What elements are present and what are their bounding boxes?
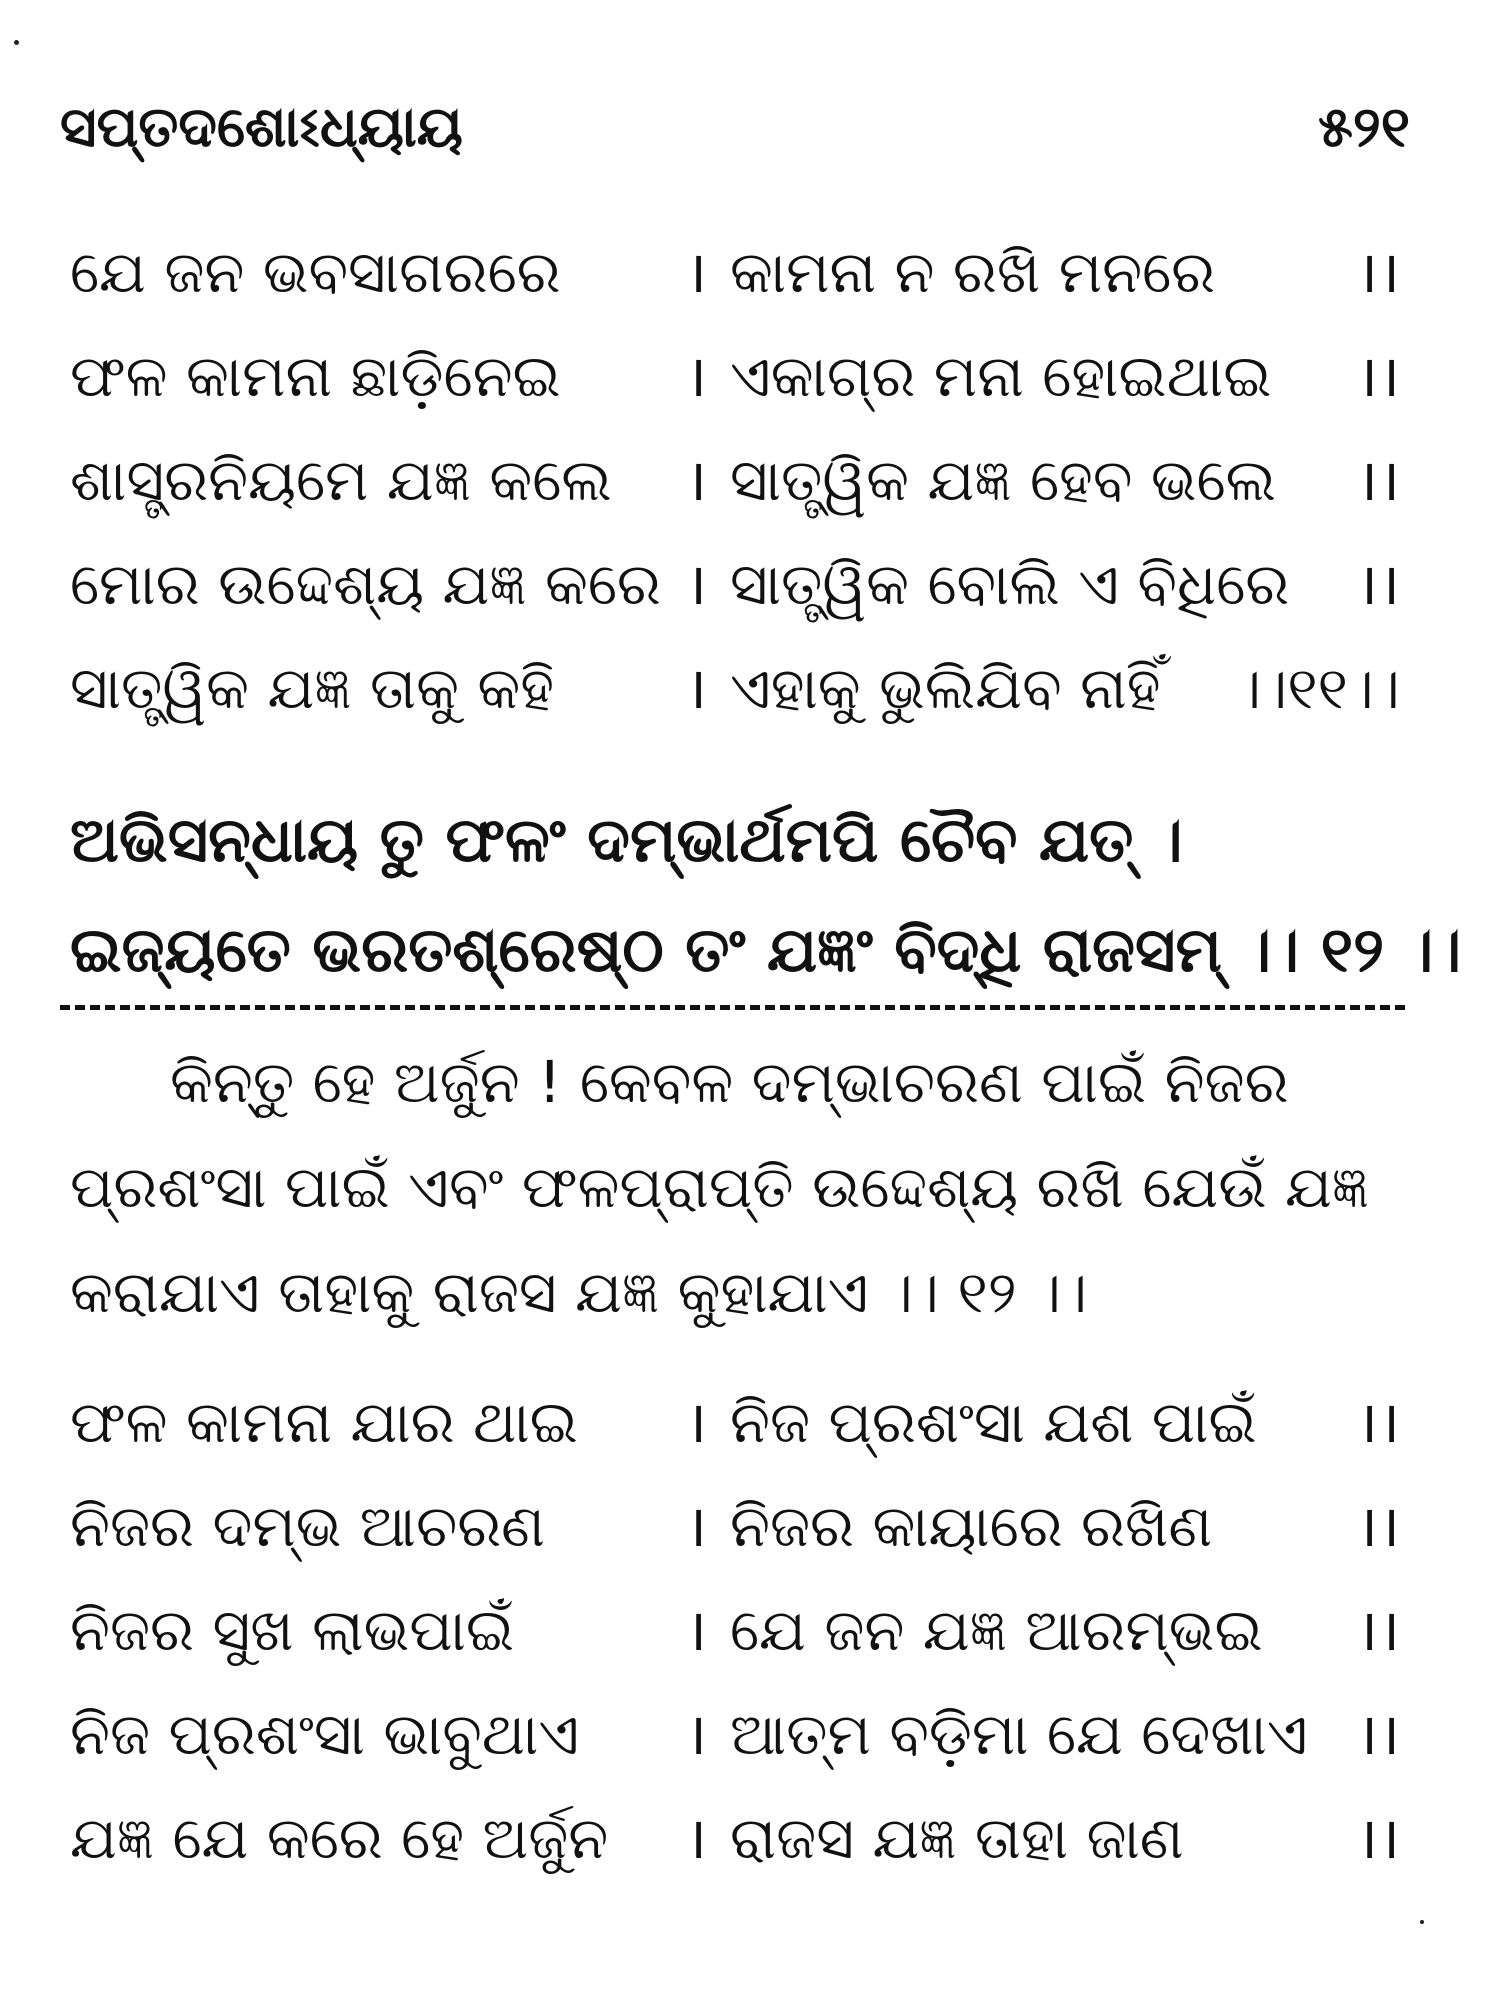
verse-right: କାମନା ନ ରଖି ମନରେ bbox=[730, 238, 1216, 306]
commentary-paragraph bbox=[70, 1030, 1400, 1345]
verse-separator: । bbox=[685, 550, 707, 618]
verse-right: ଏକାଗ୍ର ମନା ହୋଇଥାଇ bbox=[730, 342, 1272, 410]
dashed-divider bbox=[60, 1005, 1405, 1010]
verse-end-mark: ।। bbox=[1356, 550, 1400, 618]
verse-block-top bbox=[70, 220, 1400, 740]
chapter-title: ସପ୍ତଦଶୋଽଧ୍ୟାୟ bbox=[60, 95, 463, 160]
verse-end-mark: ।। bbox=[1356, 1700, 1400, 1768]
sanskrit-sloka bbox=[70, 785, 1462, 1005]
verse-left: ନିଜ ପ୍ରଶଂସା ଭାବୁଥାଏ bbox=[70, 1700, 580, 1768]
page-header bbox=[60, 95, 1410, 175]
verse-line bbox=[70, 220, 1400, 324]
verse-left: ମୋର ଉଦ୍ଦେଶ୍ୟ ଯଜ୍ଞ କରେ bbox=[70, 550, 661, 618]
verse-end-mark: ।। bbox=[1356, 342, 1400, 410]
verse-left: ଶାସ୍ତ୍ରନିୟମେ ଯଜ୍ଞ କଲେ bbox=[70, 446, 612, 514]
verse-line bbox=[70, 428, 1400, 532]
verse-line bbox=[70, 532, 1400, 636]
verse-right: ଯେ ଜନ ଯଜ୍ଞ ଆରମ୍ଭଇ bbox=[730, 1596, 1263, 1664]
verse-separator: । bbox=[685, 654, 707, 722]
ink-speck bbox=[14, 40, 19, 45]
verse-left: ଫଳ କାମନା ଯାର ଥାଇ bbox=[70, 1388, 578, 1456]
verse-end-mark: ।। bbox=[1356, 238, 1400, 306]
page-number: ୫୨୧ bbox=[1317, 95, 1410, 160]
verse-left: ଫଳ କାମନା ଛାଡ଼ିନେଇ bbox=[70, 342, 561, 410]
verse-right: ନିଜ ପ୍ରଶଂସା ଯଶ ପାଇଁ bbox=[730, 1388, 1257, 1456]
verse-line bbox=[70, 324, 1400, 428]
verse-end-mark: ।। bbox=[1356, 1804, 1400, 1872]
verse-separator: । bbox=[685, 1700, 707, 1768]
verse-end-mark: ।।୧୧।। bbox=[1235, 654, 1400, 722]
verse-separator: । bbox=[685, 1492, 707, 1560]
verse-separator: । bbox=[685, 1804, 707, 1872]
verse-separator: । bbox=[685, 342, 707, 410]
verse-left: ନିଜର ସୁଖ ଲାଭପାଇଁ bbox=[70, 1596, 515, 1664]
verse-block-bottom bbox=[70, 1370, 1400, 1890]
verse-line bbox=[70, 1370, 1400, 1474]
paragraph-line: ପ୍ରଶଂସା ପାଇଁ ଏବଂ ଫଳପ୍ରାପ୍ତି ଉଦ୍ଦେଶ୍ୟ ରଖି ଯେଉଁ ଯଜ୍ଞ bbox=[70, 1153, 1370, 1221]
verse-right: ସାତ୍ତ୍ୱିକ ଯଜ୍ଞ ହେବ ଭଲେ bbox=[730, 446, 1276, 514]
paragraph-line: କରାଯାଏ ତାହାକୁ ରାଜସ ଯଜ୍ଞ କୁହାଯାଏ ।। ୧୨ ।। bbox=[70, 1258, 1088, 1326]
verse-right: ନିଜର କାୟାରେ ରଖିଣ bbox=[730, 1492, 1213, 1560]
paragraph-line: କିନ୍ତୁ ହେ ଅର୍ଜୁନ ! କେବଳ ଦମ୍ଭାଚରଣ ପାଇଁ ନିଜର bbox=[170, 1048, 1289, 1116]
verse-right: ରାଜସ ଯଜ୍ଞ ତାହା ଜାଣ bbox=[730, 1804, 1184, 1872]
verse-left: ଯେ ଜନ ଭବସାଗରରେ bbox=[70, 238, 561, 306]
verse-separator: । bbox=[685, 1596, 707, 1664]
verse-right: ଏହାକୁ ଭୁଲିଯିବ ନାହିଁ bbox=[730, 654, 1161, 722]
verse-end-mark: ।। bbox=[1356, 446, 1400, 514]
verse-right: ଆତ୍ମ ବଡ଼ିମା ଯେ ଦେଖାଏ bbox=[730, 1700, 1308, 1768]
verse-line bbox=[70, 1474, 1400, 1578]
sloka-line-1: ଅଭିସନ୍ଧାୟ ତୁ ଫଳଂ ଦମ୍ଭାର୍ଥମପି ଚୈବ ଯତ୍ । bbox=[70, 803, 1183, 876]
sloka-line-2: ଇଜ୍ୟତେ ଭରତଶ୍ରେଷ୍ଠ ତଂ ଯଜ୍ଞଂ ବିଦ୍ଧି ରାଜସମ୍ ।। ୧୨ ।। bbox=[70, 913, 1462, 986]
verse-left: ସାତ୍ତ୍ୱିକ ଯଜ୍ଞ ତାକୁ କହି bbox=[70, 654, 555, 722]
verse-end-mark: ।। bbox=[1356, 1492, 1400, 1560]
verse-separator: । bbox=[685, 446, 707, 514]
verse-line bbox=[70, 1578, 1400, 1682]
verse-separator: । bbox=[685, 1388, 707, 1456]
verse-end-mark: ।। bbox=[1356, 1596, 1400, 1664]
ink-speck bbox=[1420, 1920, 1424, 1924]
verse-line bbox=[70, 636, 1400, 740]
verse-line bbox=[70, 1682, 1400, 1786]
verse-right: ସାତ୍ତ୍ୱିକ ବୋଲି ଏ ବିଧିରେ bbox=[730, 550, 1290, 618]
verse-left: ନିଜର ଦମ୍ଭ ଆଚରଣ bbox=[70, 1492, 546, 1560]
verse-line bbox=[70, 1786, 1400, 1890]
verse-end-mark: ।। bbox=[1356, 1388, 1400, 1456]
verse-separator: । bbox=[685, 238, 707, 306]
verse-left: ଯଜ୍ଞ ଯେ କରେ ହେ ଅର୍ଜୁନ bbox=[70, 1804, 609, 1872]
